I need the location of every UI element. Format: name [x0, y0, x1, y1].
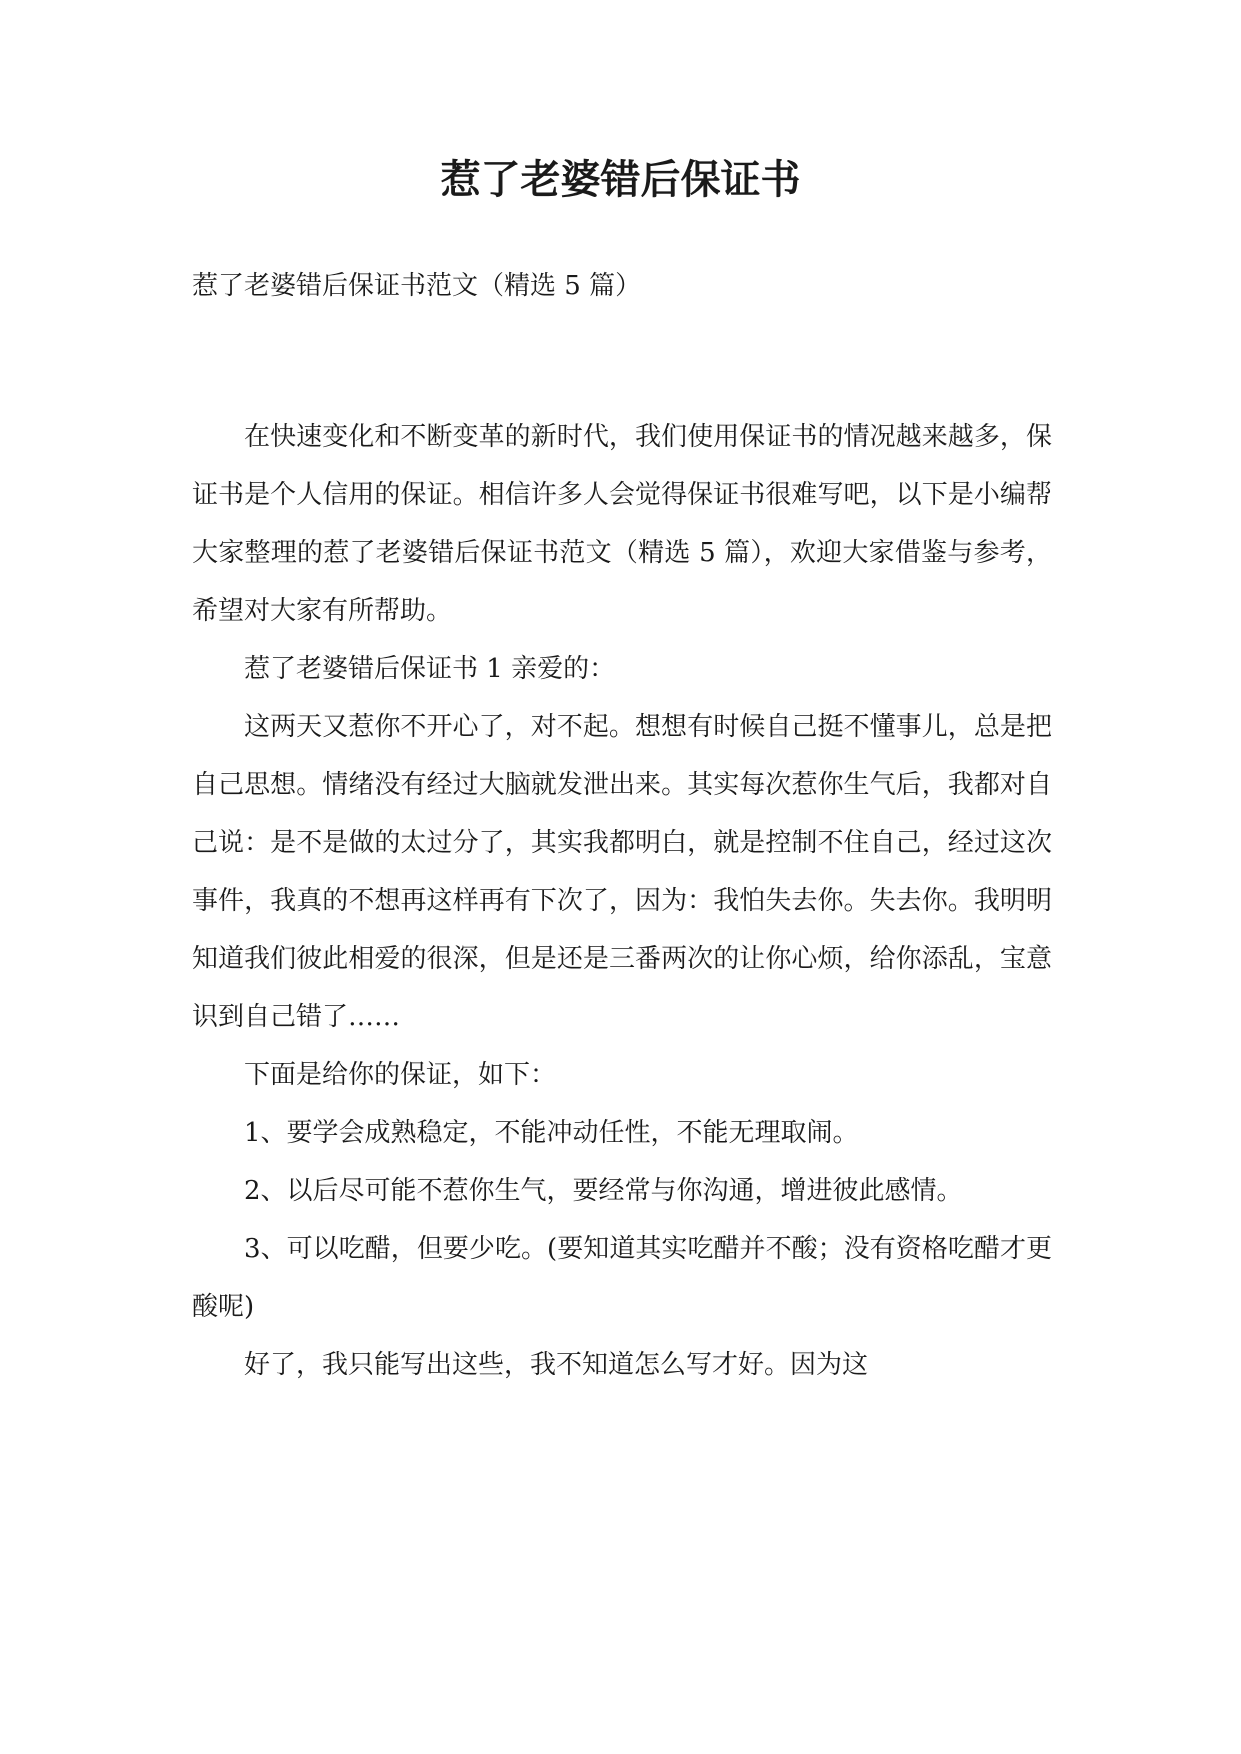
letter-heading: 惹了老婆错后保证书 1 亲爱的： [244, 654, 616, 684]
intro-paragraph: 在快速变化和不断变革的新时代，我们使用保证书的情况越来越多，保证书是个人信用的保证。相信许多人会觉得保证书很难写吧，以下是小编帮大家整理的惹了老婆错后保证书范文（精选 5 篇），欢迎大家借鉴与参考，希望对大家有所帮助。 [192, 422, 1052, 626]
apology-paragraph: 这两天又惹你不开心了，对不起。想想有时候自己挺不懂事儿，总是把自己思想。情绪没有经过大脑就发泄出来。其实每次惹你生气后，我都对自己说：是不是做的太过分了，其实我都明白，就是控制不住自己，经过这次事件，我真的不想再这样再有下次了，因为：我怕失去你。失去你。我明明知道我们彼此相爱的很深，但是还是三番两次的让你心烦，给你添乱，宝意识到自己错了…… [192, 712, 1052, 1032]
closing-paragraph: 好了，我只能写出这些，我不知道怎么写才好。因为这 [244, 1350, 869, 1380]
document-body [192, 408, 1052, 1394]
promise-item-2: 2、以后尽可能不惹你生气，要经常与你沟通，增进彼此感情。 [244, 1176, 963, 1206]
promise-item-1: 1、要学会成熟稳定，不能冲动任性，不能无理取闹。 [244, 1118, 859, 1148]
document-subtitle: 惹了老婆错后保证书范文（精选 5 篇） [192, 271, 642, 301]
promise-intro: 下面是给你的保证，如下： [244, 1060, 557, 1090]
promise-item-3: 3、可以吃醋，但要少吃。(要知道其实吃醋并不酸；没有资格吃醋才更酸呢) [192, 1234, 1052, 1322]
document-title: 惹了老婆错后保证书 [440, 157, 801, 203]
